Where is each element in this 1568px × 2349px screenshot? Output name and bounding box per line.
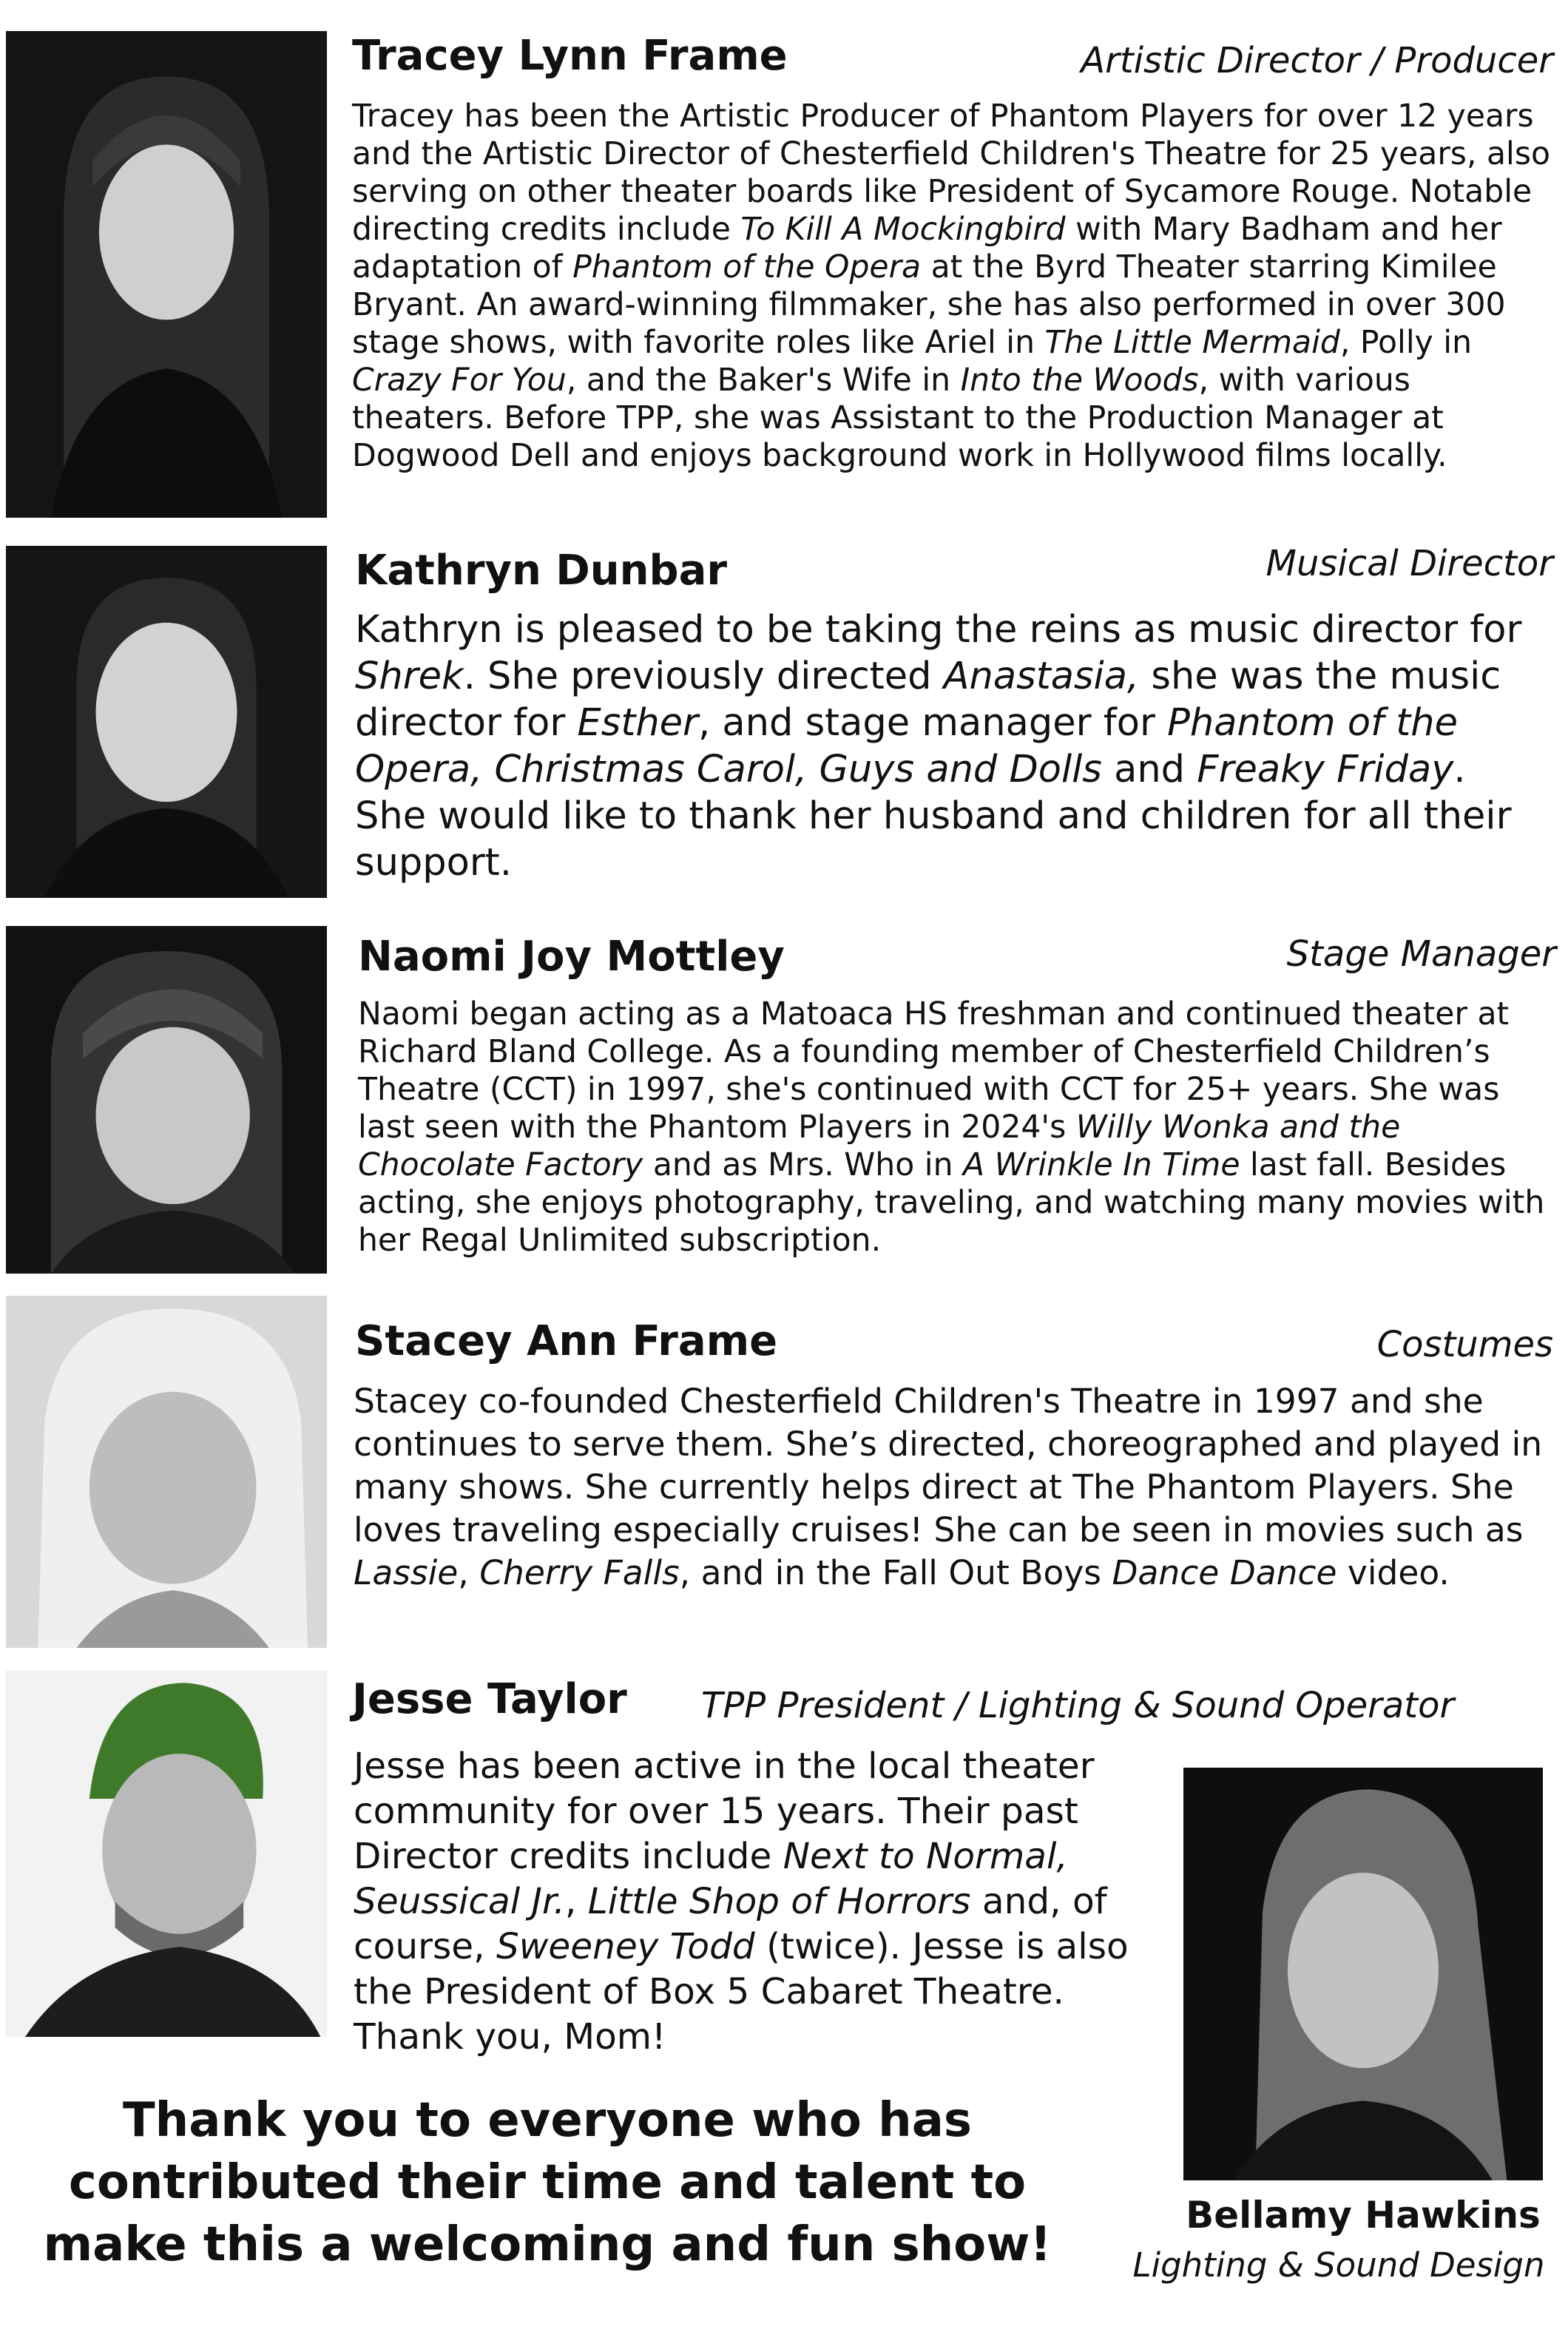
portrait-placeholder: [6, 926, 327, 1274]
bio-text: and: [1101, 748, 1197, 791]
person-bio: [358, 996, 1556, 1260]
bio-text: ,: [564, 1881, 588, 1922]
headshot-jesse-taylor: [6, 1670, 327, 2037]
bio-text: ,: [458, 1553, 480, 1592]
bio-italic-title: Sweeney Todd: [496, 1926, 755, 1967]
bio-text: . She would like to thank her husband and children for all their support.: [355, 748, 1512, 885]
bio-italic-title: Willy Wonka and the Chocolate Factory: [358, 1109, 1401, 1183]
bio-text: Stacey co-founded Chesterfield Children's Theatre in 1997 and she continues to serve them. She’s directed, choreographed and played in many shows. She currently helps direct at The Phantom Players. She loves traveling especially cruises! She can be seen in movies such as: [354, 1382, 1543, 1549]
bio-italic-title: Freaky Friday: [1197, 748, 1454, 791]
person-bio: [354, 1744, 1160, 2060]
bio-text: , and stage manager for: [698, 701, 1168, 745]
bio-italic-title: A Wrinkle In Time: [963, 1147, 1240, 1183]
headshot-bellamy-hawkins: [1183, 1768, 1543, 2180]
bio-italic-title: Anastasia,: [943, 655, 1140, 698]
bio-text: (twice). Jesse is also the President of Box 5 Cabaret Theatre. Thank you, Mom!: [354, 1926, 1129, 2058]
bio-italic-title: Phantom of the Opera: [572, 249, 922, 285]
bio-italic-title: Dance Dance: [1112, 1553, 1337, 1592]
person-role: Artistic Director / Producer: [1081, 40, 1553, 81]
bio-text: , with various theaters. Before TPP, she was Assistant to the Production Manager at Dogwood Dell and enjoys background work in Hollywood films locally.: [352, 362, 1447, 474]
headshot-kathryn-dunbar: [6, 546, 327, 898]
headshot-tracey-lynn-frame: [6, 31, 327, 518]
bio-italic-title: Crazy For You: [352, 362, 567, 399]
person-bio: [352, 98, 1550, 475]
person-name: Naomi Joy Mottley: [358, 933, 785, 981]
portrait-placeholder: [6, 31, 327, 518]
bio-text: , and the Baker's Wife in: [566, 362, 961, 399]
thank-you-message: Thank you to everyone who has contributed their time and talent to make this a welcoming and fun show!: [43, 2093, 1052, 2272]
headshot-stacey-ann-frame: [6, 1296, 327, 1648]
bio-italic-title: To Kill A Mockingbird: [740, 212, 1066, 248]
bio-text: she was the music director for: [355, 655, 1501, 745]
bio-text: Kathryn is pleased to be taking the reins as music director for: [355, 608, 1522, 652]
person-bio: [355, 606, 1546, 886]
headshot-naomi-joy-mottley: [6, 926, 327, 1274]
bio-text: Naomi began acting as a Matoaca HS freshman and continued theater at Richard Bland College. As a founding member of Chesterfield Children’s Theatre (CCT) in 1997, she's continued with CCT for 25+ years. She was last seen with the Phantom Players in 2024's: [358, 996, 1510, 1146]
bio-italic-title: Shrek: [355, 655, 464, 698]
person-role: Stage Manager: [1286, 933, 1556, 975]
portrait-placeholder: [6, 1670, 327, 2037]
bellamy-name: Bellamy Hawkins: [1186, 2194, 1541, 2237]
person-name: Jesse Taylor: [352, 1675, 627, 1723]
person-role: TPP President / Lighting & Sound Operator: [701, 1685, 1455, 1726]
bellamy-role: Lighting & Sound Design: [1132, 2245, 1545, 2285]
bio-italic-title: Little Shop of Horrors: [587, 1881, 971, 1922]
bio-text: video.: [1336, 1553, 1450, 1592]
bio-text: and, of course,: [354, 1881, 1107, 1967]
person-role: Costumes: [1376, 1324, 1553, 1365]
bio-italic-title: Lassie: [354, 1553, 459, 1592]
bio-text: . She previously directed: [463, 655, 944, 698]
bio-italic-title: Phantom of the Opera, Christmas Carol, Guys and Dolls: [355, 701, 1458, 791]
person-bio: [354, 1380, 1552, 1595]
person-role: Musical Director: [1265, 543, 1553, 584]
bio-text: with Mary Badham and her adaptation of: [352, 212, 1502, 285]
portrait-placeholder: [6, 546, 327, 898]
bio-italic-title: The Little Mermaid: [1044, 325, 1340, 361]
person-name: Tracey Lynn Frame: [352, 32, 788, 80]
bio-italic-title: Into the Woods: [960, 362, 1199, 399]
portrait-placeholder: [6, 1296, 327, 1648]
bio-text: at the Byrd Theater starring Kimilee Bryant. An award-winning filmmaker, she has also performed in over 300 stage shows, with favorite roles like Ariel in: [352, 249, 1506, 361]
bio-text: and as Mrs. Who in: [643, 1147, 964, 1183]
bio-text: Tracey has been the Artistic Producer of Phantom Players for over 12 years and the Artistic Director of Chesterfield Children's Theatre for 25 years, also serving on other theater boards like President of Sycamore Rouge. Notable directing credits include: [352, 98, 1550, 248]
person-name: Kathryn Dunbar: [355, 547, 728, 595]
person-name: Stacey Ann Frame: [355, 1317, 778, 1365]
bio-italic-title: Esther: [577, 701, 698, 745]
bio-italic-title: Cherry Falls: [479, 1553, 680, 1592]
bio-text: , Polly in: [1339, 325, 1473, 361]
portrait-placeholder: [1183, 1768, 1543, 2180]
bio-text: last fall. Besides acting, she enjoys photography, traveling, and watching many movies with her Regal Unlimited subscription.: [358, 1147, 1545, 1259]
bio-italic-title: Next to Normal, Seussical Jr.: [354, 1836, 1068, 1922]
bio-text: , and in the Fall Out Boys: [679, 1553, 1112, 1592]
bio-text: Jesse has been active in the local theater community for over 15 years. Their past Director credits include: [354, 1745, 1095, 1877]
